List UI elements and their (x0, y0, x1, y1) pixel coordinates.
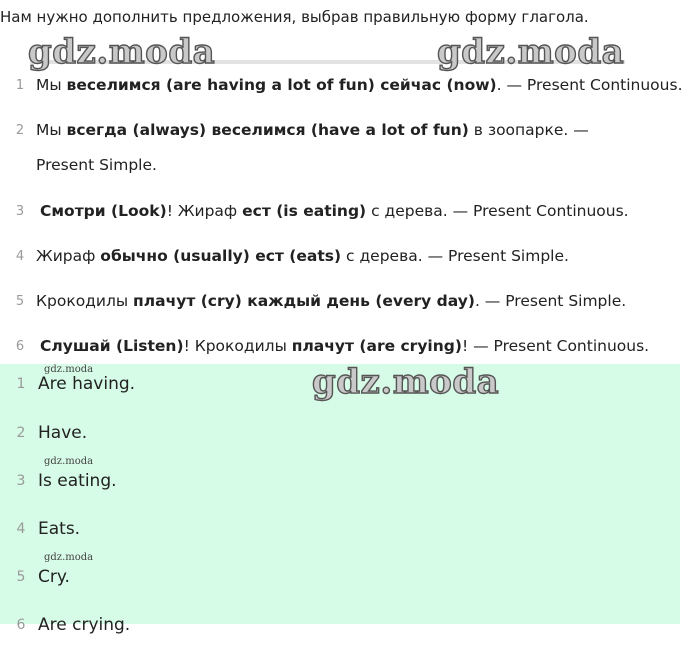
answer-text: Are having. (38, 374, 136, 394)
answer-number: 4 (16, 521, 26, 537)
question-text-part: . — Present Simple. (474, 292, 627, 310)
question-text-part: ! Жираф (166, 202, 243, 220)
question-text-bold: обычно (usually) ест (eats) (100, 247, 342, 265)
question-text-part: ! Крокодилы (183, 337, 292, 355)
question-text-bold: Смотри (Look) (40, 202, 167, 220)
question-number: 1 (15, 78, 25, 93)
watermark-small: gdz.moda (44, 364, 94, 375)
question-text-bold: плачут (cry) каждый день (every day) (133, 292, 475, 310)
question-number: 4 (15, 249, 25, 264)
answer-number: 3 (16, 473, 26, 489)
question-text-part: ! — Present Continuous. (461, 337, 650, 355)
question-text-part: Мы (36, 121, 67, 139)
answer-text: Have. (38, 423, 88, 443)
question-text (40, 329, 674, 364)
question-number: 3 (15, 204, 25, 219)
question-number: 5 (15, 294, 25, 309)
question-text (36, 284, 674, 319)
question-text-part: Крокодилы (36, 292, 134, 310)
question-number: 6 (15, 339, 25, 354)
answer-number: 5 (16, 569, 26, 585)
question-text-part: в зоопарке. — Present Simple. (36, 121, 589, 174)
watermark-logo-center: gdz.moda (312, 362, 500, 402)
question-text-bold: веселимся (are having a lot of fun) сейчас (now) (66, 76, 497, 94)
question-text-bold: всегда (always) веселимся (have a lot of fun) (66, 121, 469, 139)
question-text-bold: Слушай (Listen) (40, 337, 184, 355)
answer-text: Eats. (38, 519, 81, 539)
question-text (36, 113, 646, 183)
watermark-small: gdz.moda (44, 552, 94, 563)
question-item (0, 113, 680, 183)
watermark-logo-right: gdz.moda (437, 32, 625, 72)
question-text (40, 194, 674, 229)
watermark-logo-left: gdz.moda (28, 32, 216, 72)
answer-number: 6 (16, 617, 26, 633)
question-text-part: с дерева. — Present Simple. (341, 247, 569, 265)
answer-text: Are crying. (38, 615, 131, 635)
question-text-part: . — Present Continuous. (496, 76, 683, 94)
task-instruction: Нам нужно дополнить предложения, выбрав правильную форму глагола. (0, 8, 589, 26)
question-text (36, 239, 674, 274)
question-text-bold: ест (is eating) (242, 202, 367, 220)
question-text (36, 68, 683, 103)
answer-text: Is eating. (38, 471, 117, 491)
answer-text: Cry. (38, 567, 70, 587)
question-text-part: Жираф (36, 247, 101, 265)
watermark-small: gdz.moda (44, 456, 94, 467)
answer-number: 1 (16, 376, 26, 392)
question-number: 2 (15, 123, 25, 138)
answers-panel (0, 362, 680, 635)
question-text-part: Мы (36, 76, 67, 94)
question-text-bold: плачут (are crying) (291, 337, 462, 355)
question-text-part: с дерева. — Present Continuous. (366, 202, 629, 220)
answer-number: 2 (16, 425, 26, 441)
